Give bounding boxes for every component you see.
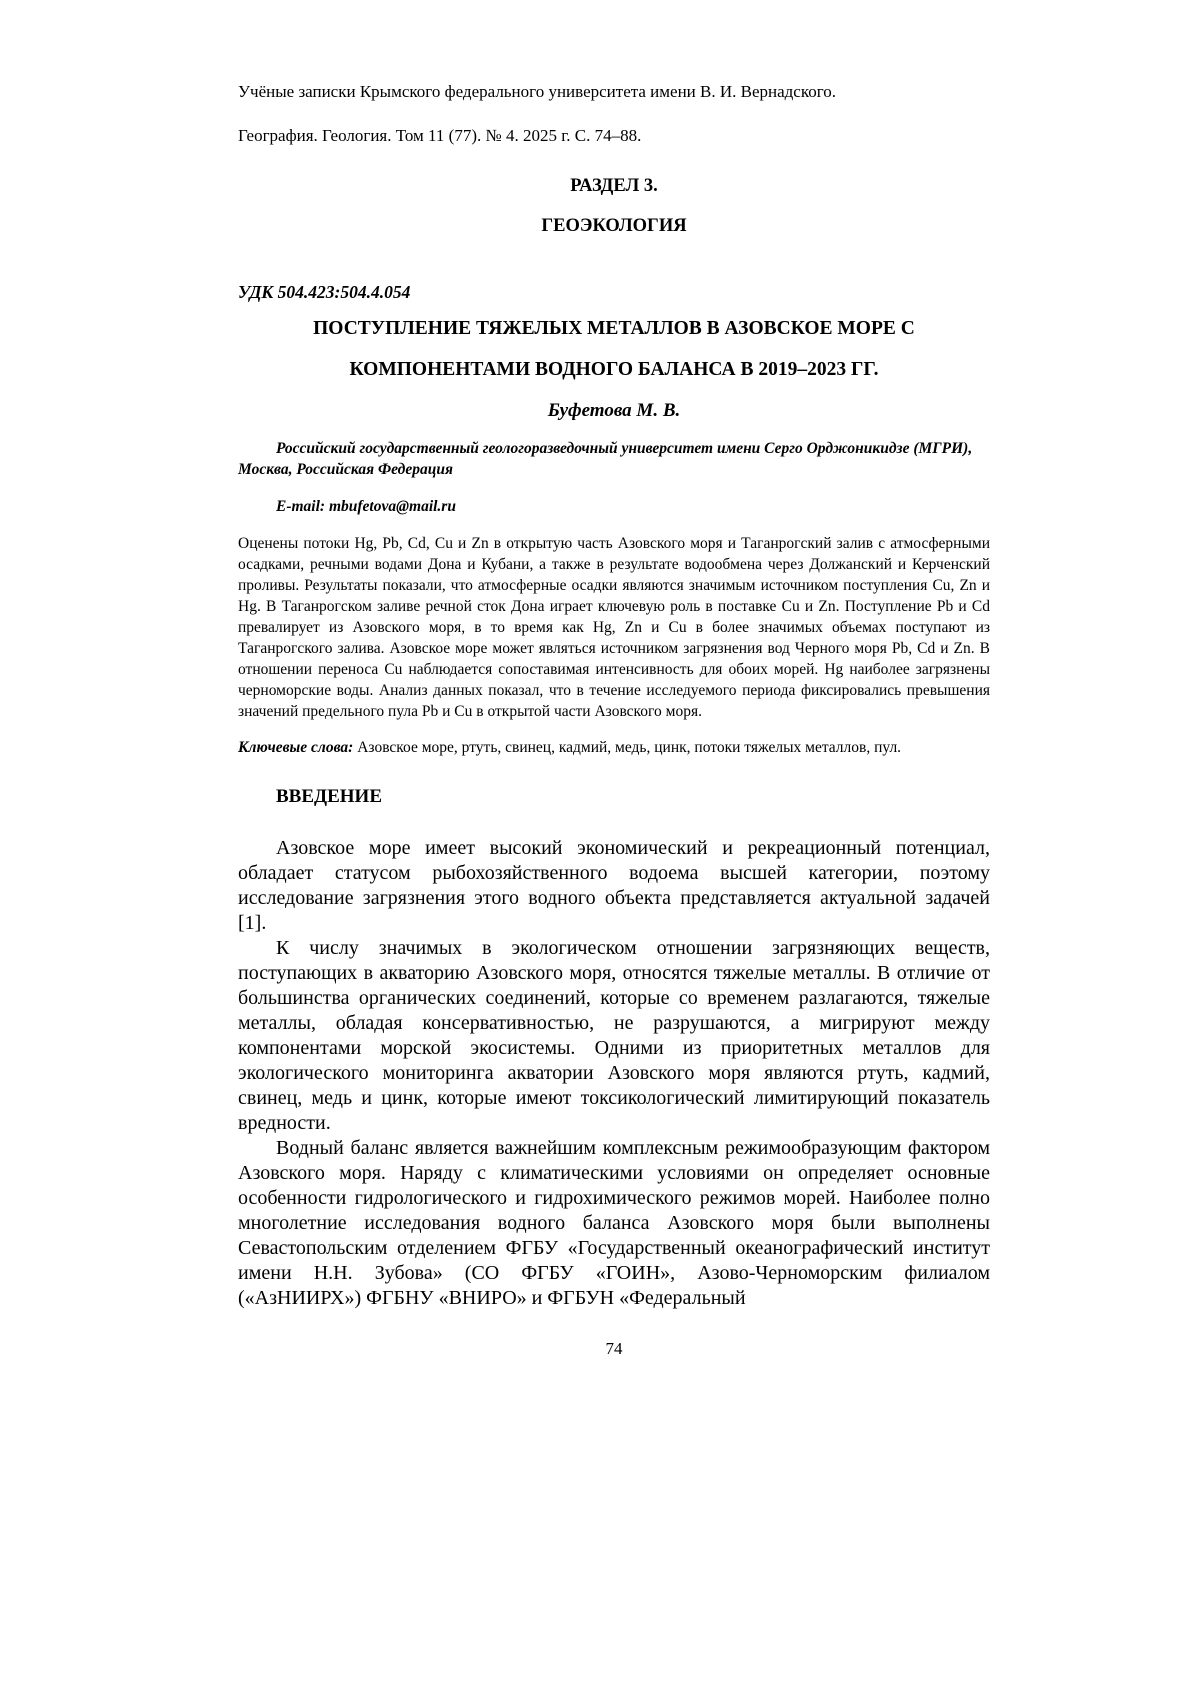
journal-header [238, 70, 990, 158]
udc-code: УДК 504.423:504.4.054 [238, 282, 411, 302]
section-heading-line2: ГЕОЭКОЛОГИЯ [541, 216, 687, 236]
article-title-line2: КОМПОНЕНТАМИ ВОДНОГО БАЛАНСА В 2019–2023 ГГ. [349, 359, 879, 380]
journal-header-line2: География. Геология. Том 11 (77). № 4. 2025 г. С. 74–88. [238, 126, 642, 145]
author-affiliation: Российский государственный геологоразведочный университет имени Серго Орджоникидзе (МГРИ), Москва, Российская Федерация [238, 440, 973, 478]
abstract-text: Оценены потоки Hg, Pb, Cd, Cu и Zn в открытую часть Азовского моря и Таганрогский залив с атмосферными осадками, речными водами Дона и Кубани, а также в результате водообмена через Должанский и Керченский проливы. Результаты показали, что атмосферные осадки являются значимым источником поступления Cu, Zn и Hg. В Таганрогском заливе речной сток Дона играет ключевую роль в поставке Cu и Zn. Поступление Pb и Cd превалирует из Азовского моря, в то время как Hg, Zn и Cu в более значимых объемах поступают из Таганрогского залива. Азовское море может являться источником загрязнения вод Черного моря Pb, Cd и Zn. В отношении переноса Cu наблюдается сопоставимая интенсивность для обоих морей. Hg наиболее загрязнены черноморские воды. Анализ данных показал, что в течение исследуемого периода фиксировались превышения значений предельного пула Pb и Cu в открытой части Азовского моря. [238, 534, 990, 720]
author-name: Буфетова М. В. [547, 400, 681, 421]
journal-header-line1: Учёные записки Крымского федерального университета имени В. И. Вернадского. [238, 82, 837, 101]
section-heading [238, 166, 990, 246]
page-content [238, 0, 990, 1311]
intro-paragraph-3: Водный баланс является важнейшим комплексным режимообразующим фактором Азовского моря. Наряду с климатическими условиями он определяет основные особенности гидрологического и гидрохимического режимов морей. Наиболее полно многолетние исследования водного баланса Азовского моря были выполнены Севастопольским отделением ФГБУ «Государственный океанографический институт имени Н.Н. Зубова» (СО ФГБУ «ГОИН», Азово-Черноморским филиалом («АзНИИРХ») ФГБНУ «ВНИРО» и ФГБУН «Федеральный [238, 1137, 990, 1309]
keywords-text: Азовское море, ртуть, свинец, кадмий, медь, цинк, потоки тяжелых металлов, пул. [357, 739, 902, 756]
section-heading-line1: РАЗДЕЛ 3. [570, 176, 658, 196]
keywords-label: Ключевые слова: [238, 739, 354, 756]
introduction-heading: ВВЕДЕНИЕ [276, 786, 382, 807]
keywords-line [238, 737, 990, 758]
author-email: E-mail: mbufetova@mail.ru [276, 497, 456, 515]
article-title-line1: ПОСТУПЛЕНИЕ ТЯЖЕЛЫХ МЕТАЛЛОВ В АЗОВСКОЕ МОРЕ С [313, 318, 915, 339]
intro-paragraph-2: К числу значимых в экологическом отношении загрязняющих веществ, поступающих в акваторию Азовского моря, относятся тяжелые металлы. В отличие от большинства органических соединений, которые со временем разлагаются, тяжелые металлы, обладая консервативностью, не разрушаются, а мигрируют между компонентами морской экосистемы. Одними из приоритетных металлов для экологического мониторинга акватории Азовского моря являются ртуть, кадмий, свинец, медь и цинк, которые имеют токсикологический лимитирующий показатель вредности. [238, 937, 990, 1134]
intro-paragraph-1: Азовское море имеет высокий экономический и рекреационный потенциал, обладает статусом рыбохозяйственного водоема высшей категории, поэтому исследование загрязнения этого водного объекта представляется актуальной задачей [1]. [238, 837, 990, 934]
page-number: 74 [605, 1339, 623, 1358]
article-title [238, 308, 990, 390]
